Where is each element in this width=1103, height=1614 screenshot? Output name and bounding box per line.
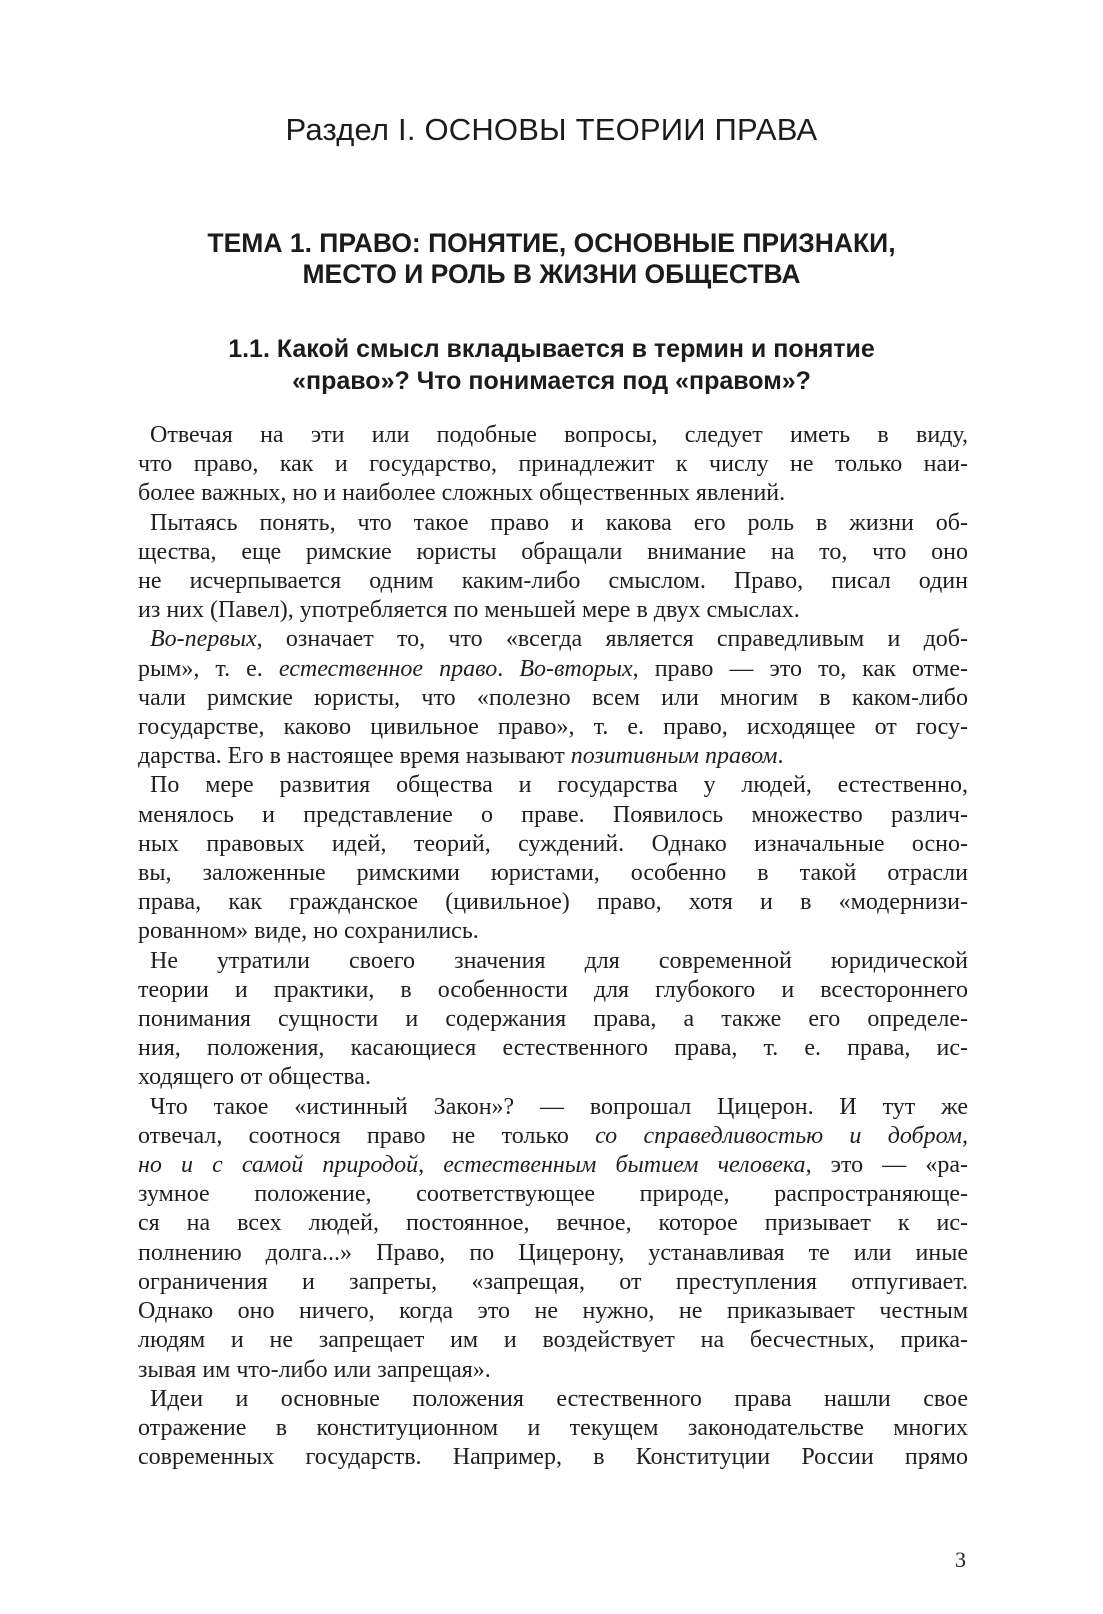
italic-term: но и с самой природой, естественным бытием человека	[138, 1152, 806, 1179]
text-line: Идеи и основные положения естественного права нашли свое	[150, 1385, 968, 1412]
italic-term: со справедливостью и добром,	[595, 1122, 968, 1149]
text-line: государстве, каково цивильное право», т. е. право, исходящее от госу-	[138, 714, 968, 741]
topic-title-line: МЕСТО И РОЛЬ В ЖИЗНИ ОБЩЕСТВА	[302, 259, 801, 289]
text-line: понимания сущности и содержания права, а также его определе-	[138, 1006, 968, 1033]
text-line	[138, 1122, 968, 1151]
question-title-line: «право»? Что понимается под «правом»?	[292, 367, 811, 395]
text-line: ся на всех людей, постоянное, вечное, которое призывает к ис-	[138, 1210, 968, 1237]
paragraph	[138, 625, 968, 771]
paragraph	[138, 509, 968, 626]
text-line: не исчерпывается одним каким-либо смыслом. Право, писал один	[138, 568, 968, 595]
text-line: что право, как и государство, принадлежит к числу не только наи-	[138, 451, 968, 478]
paragraph	[138, 1093, 968, 1385]
body-text	[138, 421, 968, 1472]
text-line	[138, 655, 968, 684]
text-line: отражение в конституционном и текущем законодательстве многих	[138, 1414, 968, 1441]
text-line: чали римские юристы, что «полезно всем или многим в каком-либо	[138, 684, 968, 711]
section-title: Раздел I. ОСНОВЫ ТЕОРИИ ПРАВА	[285, 112, 818, 147]
text-line: щества, еще римские юристы обращали внимание на то, что оно	[138, 538, 968, 565]
italic-term: позитивным правом	[570, 743, 778, 770]
paragraph	[138, 947, 968, 1093]
text-run: рым», т. е.	[138, 655, 279, 682]
text-run: отвечал, соотнося право не только	[138, 1122, 596, 1149]
italic-term: Во-вторых	[519, 655, 633, 682]
paragraph	[138, 771, 968, 946]
text-line: ния, положения, касающиеся естественного права, т. е. права, ис-	[138, 1035, 968, 1062]
question-title-line: 1.1. Какой смысл вкладывается в термин и понятие	[228, 335, 875, 363]
text-line: Отвечая на эти или подобные вопросы, следует иметь в виду,	[150, 422, 968, 448]
text-run: , право — это то, как отме-	[632, 655, 968, 682]
text-line: более важных, но и наиболее сложных общественных явлений.	[138, 480, 786, 507]
text-line: людям и не запрещает им и воздействует на бесчестных, прика-	[138, 1327, 968, 1354]
text-line: ходящего от общества.	[138, 1064, 371, 1091]
topic-title	[0, 228, 1103, 290]
text-line: рованном» виде, но сохранились.	[138, 918, 479, 945]
text-run: дарства. Его в настоящее время называют	[138, 743, 571, 770]
text-run: , это — «ра-	[805, 1152, 968, 1179]
text-run: , означает то, что «всегда является справедливым и доб-	[256, 626, 968, 653]
text-line: менялось и представление о праве. Появилось множество различ-	[138, 801, 968, 828]
text-line: Не утратили своего значения для современной юридической	[150, 947, 968, 974]
text-line	[138, 625, 968, 654]
text-line: права, как гражданское (цивильное) право, хотя и в «модернизи-	[138, 889, 968, 916]
text-line: ограничения и запреты, «запрещая, от преступления отпугивает.	[138, 1268, 968, 1295]
text-line: зывая им что-либо или запрещая».	[138, 1356, 491, 1383]
text-line: из них (Павел), употребляется по меньшей мере в двух смыслах.	[138, 597, 800, 624]
text-line: вы, заложенные римскими юристами, особенно в такой отрасли	[138, 860, 968, 887]
text-line: зумное положение, соответствующее природе, распространяюще-	[138, 1181, 968, 1208]
text-line	[138, 1151, 968, 1180]
question-title	[0, 333, 1103, 397]
text-run: .	[777, 743, 784, 770]
text-line: современных государств. Например, в Конституции России прямо	[138, 1444, 968, 1471]
text-line: ных правовых идей, теорий, суждений. Однако изначальные осно-	[138, 830, 968, 857]
text-line: теории и практики, в особенности для глубокого и всестороннего	[138, 976, 968, 1003]
text-line: Что такое «истинный Закон»? — вопрошал Цицерон. И тут же	[150, 1093, 968, 1120]
text-line: Пытаясь понять, что такое право и какова его роль в жизни об-	[150, 509, 968, 536]
text-line	[138, 742, 968, 771]
topic-title-line: ТЕМА 1. ПРАВО: ПОНЯТИЕ, ОСНОВНЫЕ ПРИЗНАКИ,	[207, 228, 896, 258]
text-line: Однако оно ничего, когда это не нужно, не приказывает честным	[138, 1298, 968, 1325]
page-number: 3	[955, 1547, 966, 1572]
italic-term: Во-первых	[150, 626, 257, 653]
text-line: полнению долга...» Право, по Цицерону, устанавливая те или иные	[138, 1239, 968, 1266]
paragraph	[138, 421, 968, 509]
text-run: .	[497, 655, 520, 682]
paragraph	[138, 1385, 968, 1473]
text-line: По мере развития общества и государства у людей, естественно,	[150, 772, 968, 799]
italic-term: естественное право	[278, 655, 498, 682]
